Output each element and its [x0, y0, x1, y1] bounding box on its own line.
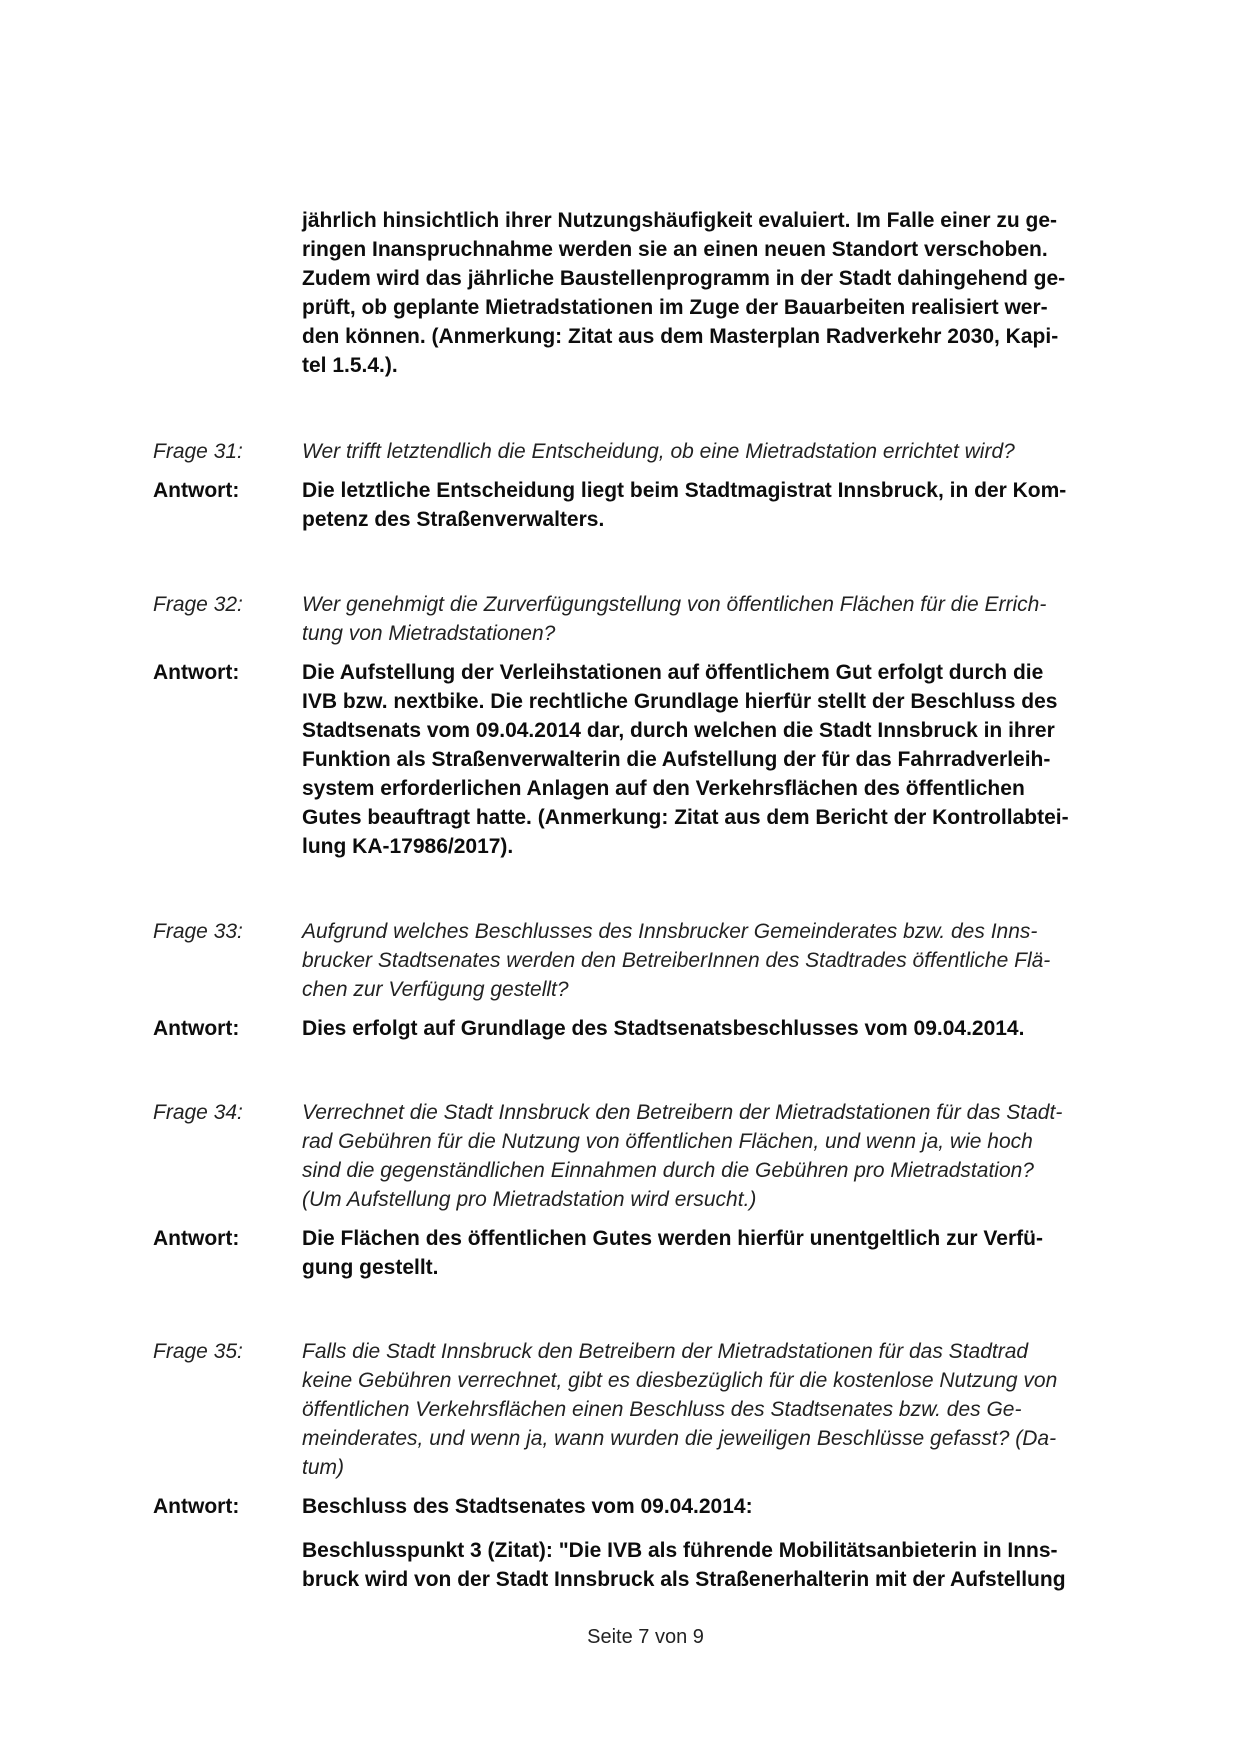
question-label: Frage 31: [153, 440, 243, 463]
answer-line: Gutes beauftragt hatte. (Anmerkung: Zitat aus dem Bericht der Kontrollabtei- [302, 806, 1069, 829]
question-line: tum) [302, 1456, 344, 1479]
answer-line: lung KA-17986/2017). [302, 835, 514, 858]
intro-line: prüft, ob geplante Mietradstationen im Zuge der Bauarbeiten realisiert wer- [302, 296, 1048, 319]
question-label: Frage 35: [153, 1340, 243, 1363]
answer-line: Die Flächen des öffentlichen Gutes werden hierfür unentgeltlich zur Verfü- [302, 1227, 1043, 1250]
answer-line: system erforderlichen Anlagen auf den Verkehrsflächen des öffentlichen [302, 777, 1025, 800]
answer-line: Stadtsenats vom 09.04.2014 dar, durch welchen die Stadt Innsbruck in ihrer [302, 719, 1055, 742]
question-line: keine Gebühren verrechnet, gibt es diesbezüglich für die kostenlose Nutzung von [302, 1369, 1058, 1392]
answer-label: Antwort: [153, 661, 240, 684]
answer-label: Antwort: [153, 1227, 240, 1250]
question-line: Wer trifft letztendlich die Entscheidung, ob eine Mietradstation errichtet wird? [302, 440, 1015, 463]
question-line: chen zur Verfügung gestellt? [302, 978, 569, 1001]
answer-line: Die letztliche Entscheidung liegt beim Stadtmagistrat Innsbruck, in der Kom- [302, 479, 1067, 502]
answer-extra-line: bruck wird von der Stadt Innsbruck als Straßenerhalterin mit der Aufstellung [302, 1568, 1066, 1591]
question-label: Frage 34: [153, 1101, 243, 1124]
question-line: rad Gebühren für die Nutzung von öffentlichen Flächen, und wenn ja, wie hoch [302, 1130, 1033, 1153]
question-line: Falls die Stadt Innsbruck den Betreibern der Mietradstationen für das Stadtrad [302, 1340, 1029, 1363]
question-label: Frage 32: [153, 593, 243, 616]
question-line: tung von Mietradstationen? [302, 622, 556, 645]
answer-label: Antwort: [153, 1495, 240, 1518]
answer-label: Antwort: [153, 479, 240, 502]
answer-line: IVB bzw. nextbike. Die rechtliche Grundlage hierfür stellt der Beschluss des [302, 690, 1058, 713]
question-line: meinderates, und wenn ja, wann wurden die jeweiligen Beschlüsse gefasst? (Da- [302, 1427, 1057, 1450]
answer-line: Beschluss des Stadtsenates vom 09.04.2014: [302, 1495, 753, 1518]
intro-line: jährlich hinsichtlich ihrer Nutzungshäufigkeit evaluiert. Im Falle einer zu ge- [302, 209, 1057, 232]
question-line: brucker Stadtsenates werden den BetreiberInnen des Stadtrades öffentliche Flä- [302, 949, 1051, 972]
intro-line: Zudem wird das jährliche Baustellenprogramm in der Stadt dahingehend ge- [302, 267, 1066, 290]
question-line: sind die gegenständlichen Einnahmen durch die Gebühren pro Mietradstation? [302, 1159, 1034, 1182]
answer-line: Dies erfolgt auf Grundlage des Stadtsenatsbeschlusses vom 09.04.2014. [302, 1017, 1025, 1040]
question-line: (Um Aufstellung pro Mietradstation wird ersucht.) [302, 1188, 757, 1211]
question-line: Verrechnet die Stadt Innsbruck den Betreibern der Mietradstationen für das Stadt- [302, 1101, 1063, 1124]
intro-line: tel 1.5.4.). [302, 354, 398, 377]
answer-label: Antwort: [153, 1017, 240, 1040]
answer-extra-line: Beschlusspunkt 3 (Zitat): "Die IVB als führende Mobilitätsanbieterin in Inns- [302, 1539, 1058, 1562]
question-line: Wer genehmigt die Zurverfügungstellung von öffentlichen Flächen für die Errich- [302, 593, 1047, 616]
answer-line: Die Aufstellung der Verleihstationen auf öffentlichem Gut erfolgt durch die [302, 661, 1044, 684]
answer-line: Funktion als Straßenverwalterin die Aufstellung der für das Fahrradverleih- [302, 748, 1051, 771]
question-label: Frage 33: [153, 920, 243, 943]
answer-line: gung gestellt. [302, 1256, 439, 1279]
question-line: Aufgrund welches Beschlusses des Innsbrucker Gemeinderates bzw. des Inns- [302, 920, 1038, 943]
page-number-footer: Seite 7 von 9 [587, 1626, 704, 1648]
question-line: öffentlichen Verkehrsflächen einen Beschluss des Stadtsenates bzw. des Ge- [302, 1398, 1022, 1421]
answer-line: petenz des Straßenverwalters. [302, 508, 605, 531]
intro-line: ringen Inanspruchnahme werden sie an einen neuen Standort verschoben. [302, 238, 1048, 261]
intro-line: den können. (Anmerkung: Zitat aus dem Masterplan Radverkehr 2030, Kapi- [302, 325, 1059, 348]
